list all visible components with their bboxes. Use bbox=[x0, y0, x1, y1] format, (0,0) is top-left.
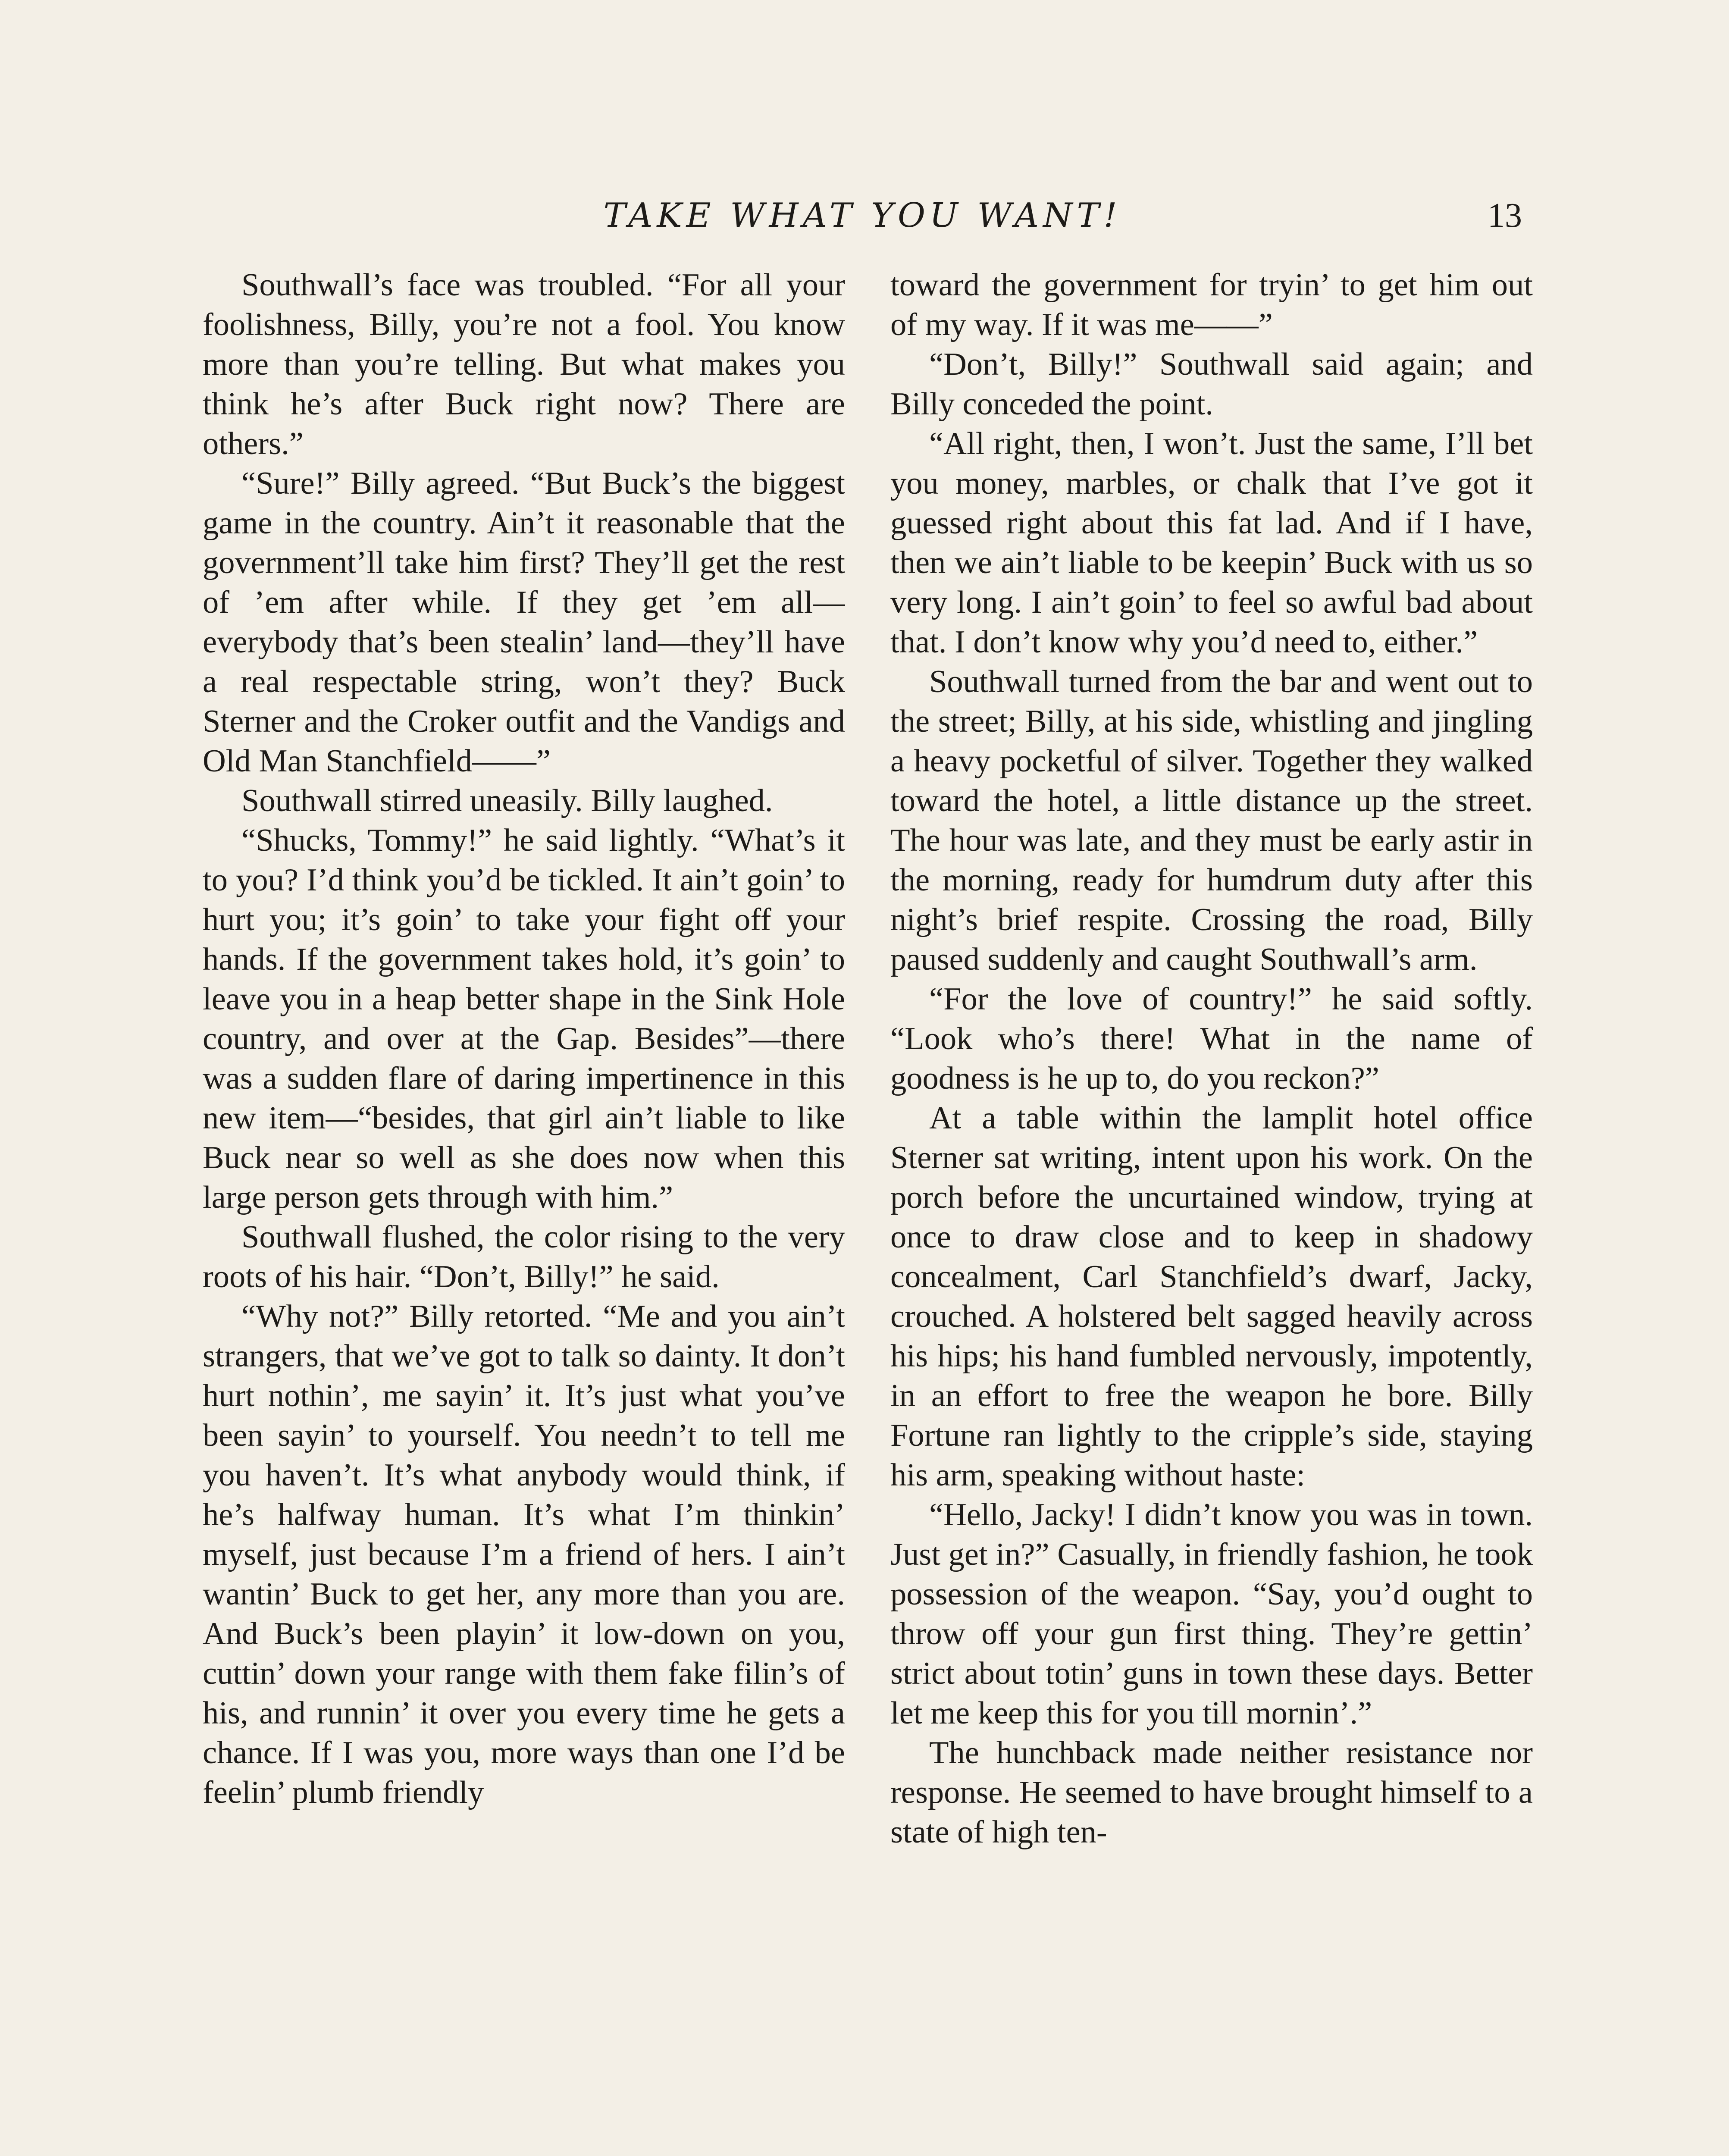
paragraph: “All right, then, I won’t. Just the same, I’ll bet you money, marbles, or chalk that I’ve got it guessed right about this fat lad. And if I have, then we ain’t liable to be keepin’ Buck with us so very long. I ain’t goin’ to feel so awful bad about that. I don’t know why you’d need to, either.” bbox=[890, 426, 1533, 660]
paragraph: Southwall turned from the bar and went out to the street; Billy, at his side, whistling and jingling a heavy pocketful of silver. Together they walked toward the hotel, a little distance up the street. The hour was late, and they must be early astir in the morning, ready for humdrum duty after this night’s brief respite. Crossing the road, Billy paused suddenly and caught Southwall’s arm. bbox=[890, 664, 1533, 977]
left-text-column bbox=[203, 265, 845, 2156]
page-header bbox=[203, 196, 1522, 248]
paragraph: “For the love of country!” he said softly. “Look who’s there! What in the name of goodness is he up to, do you reckon?” bbox=[890, 981, 1533, 1096]
right-text-column bbox=[890, 265, 1533, 2156]
paragraph: “Sure!” Billy agreed. “But Buck’s the biggest game in the country. Ain’t it reasonable that the government’ll take him first? They’ll get the rest of ’em after while. If they get ’em all—everybody that’s been stealin’ land—they’ll have a real respectable string, won’t they? Buck Sterner and the Croker outfit and the Vandigs and Old Man Stanchfield——” bbox=[203, 466, 845, 779]
paragraph: Southwall flushed, the color rising to the very roots of his hair. “Don’t, Billy!” he said. bbox=[203, 1219, 845, 1294]
paragraph: “Don’t, Billy!” Southwall said again; and Billy conceded the point. bbox=[890, 347, 1533, 422]
paragraph-continued: toward the government for tryin’ to get him out of my way. If it was me——” bbox=[890, 267, 1533, 342]
paragraph: Southwall’s face was troubled. “For all your foolishness, Billy, you’re not a fool. You know more than you’re telling. But what makes you think he’s after Buck right now? There are others.” bbox=[203, 267, 845, 461]
paragraph: “Shucks, Tommy!” he said lightly. “What’s it to you? I’d think you’d be tickled. It ain’t goin’ to hurt you; it’s goin’ to take your fight off your hands. If the government takes hold, it’s goin’ to leave you in a heap better shape in the Sink Hole country, and over at the Gap. Besides”—there was a sudden flare of daring impertinence in this new item—“besides, that girl ain’t liable to like Buck near so well as she does now when this large person gets through with him.” bbox=[203, 823, 845, 1215]
paragraph: The hunchback made neither resistance nor response. He seemed to have brought himself to a state of high ten- bbox=[890, 1735, 1533, 1850]
paragraph: “Why not?” Billy retorted. “Me and you ain’t strangers, that we’ve got to talk so dainty. It don’t hurt nothin’, me sayin’ it. It’s just what you’ve been sayin’ to yourself. You needn’t to tell me you haven’t. It’s what anybody would think, if he’s halfway human. It’s what I’m thinkin’ myself, just because I’m a friend of hers. I ain’t wantin’ Buck to get her, any more than you are. And Buck’s been playin’ it low-down on you, cuttin’ down your range with them fake filin’s of his, and runnin’ it over you every time he gets a chance. If I was you, more ways than one I’d be feelin’ plumb friendly bbox=[203, 1299, 845, 1810]
page-number: 13 bbox=[1488, 197, 1522, 235]
paragraph: At a table within the lamplit hotel office Sterner sat writing, intent upon his work. On the porch before the uncurtained window, trying at once to draw close and to keep in shadowy concealment, Carl Stanchfield’s dwarf, Jacky, crouched. A holstered belt sagged heavily across his hips; his hand fumbled nervously, impotently, in an effort to free the weapon he bore. Billy Fortune ran lightly to the cripple’s side, staying his arm, speaking without haste: bbox=[890, 1100, 1533, 1493]
paragraph: Southwall stirred uneasily. Billy laughed. bbox=[241, 783, 773, 818]
paragraph: “Hello, Jacky! I didn’t know you was in town. Just get in?” Casually, in friendly fashion, he took possession of the weapon. “Say, you’d ought to throw off your gun first thing. They’re gettin’ strict about totin’ guns in town these days. Better let me keep this for you till mornin’.” bbox=[890, 1497, 1533, 1731]
running-title: TAKE WHAT YOU WANT! bbox=[603, 196, 1121, 235]
